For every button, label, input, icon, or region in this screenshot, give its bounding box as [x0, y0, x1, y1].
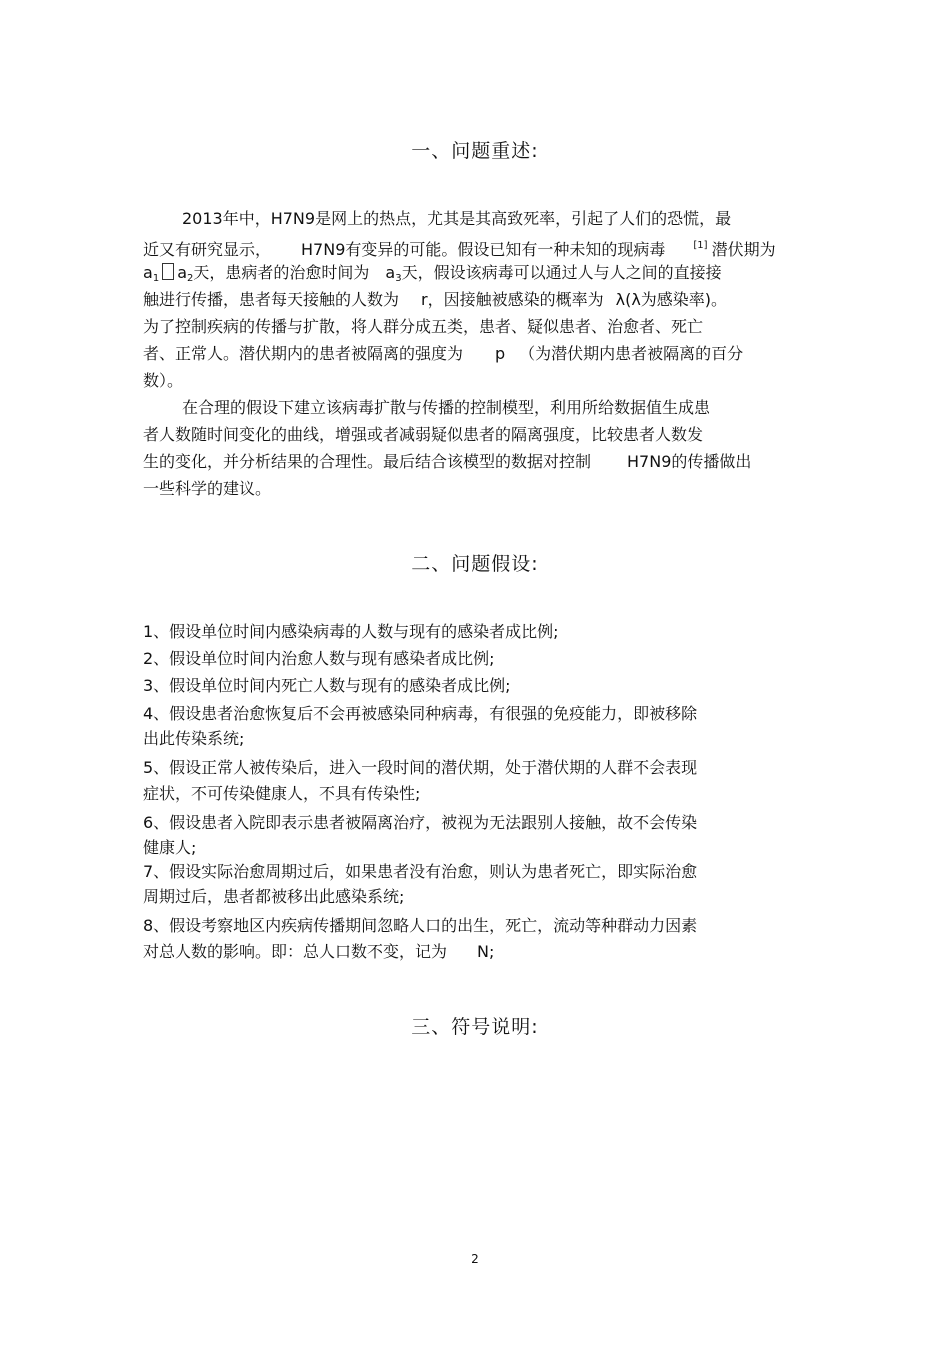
assumption-item: 1、假设单位时间内感染病毒的人数与现有的感染者成比例; [143, 622, 559, 641]
assumption-item: 2、假设单位时间内治愈人数与现有感染者成比例; [143, 649, 495, 668]
paragraph-line: 触进行传播，患者每天接触的人数为 r，因接触被感染的概率为 λ(λ为感染率)。 [143, 290, 728, 309]
assumption-item: 4、假设患者治愈恢复后不会再被感染同种病毒，有很强的免疫能力，即被移除 [143, 704, 698, 723]
math-var-n: N; [477, 942, 495, 961]
assumption-item-cont: 症状，不可传染健康人，不具有传染性; [143, 784, 421, 803]
math-var-a2: $a_2$ [177, 263, 194, 284]
missing-glyph-icon [162, 263, 174, 280]
assumption-item: 7、假设实际治愈周期过后，如果患者没有治愈，则认为患者死亡，即实际治愈 [143, 862, 698, 881]
assumption-item: 8、假设考察地区内疾病传播期间忽略人口的出生，死亡，流动等种群动力因素 [143, 916, 698, 935]
paragraph-line: 者人数随时间变化的曲线，增强或者减弱疑似患者的隔离强度，比较患者人数发 [143, 425, 704, 444]
math-var-r: r [421, 290, 428, 309]
paragraph-line: 一些科学的建议。 [143, 479, 272, 498]
paragraph-line: 近又有研究显示， H7N9有变异的可能。假设已知有一种未知的现病毒 [1] 潜伏期为 [143, 240, 776, 259]
math-var-a1: $a_1$ [143, 263, 160, 284]
math-var-p: p [495, 344, 506, 363]
assumption-item-cont: 周期过后，患者都被移出此感染系统; [143, 887, 405, 906]
assumption-item-cont: 对总人数的影响。即：总人口数不变，记为 N; [143, 942, 495, 961]
section-heading-restatement: 一、问题重述: [411, 140, 539, 162]
assumption-item: 6、假设患者入院即表示患者被隔离治疗，被视为无法跟别人接触，故不会传染 [143, 813, 698, 832]
section-heading-assumptions: 二、问题假设: [411, 553, 539, 575]
math-var-a3: $a_3$ [385, 263, 402, 284]
assumption-item: 3、假设单位时间内死亡人数与现有的感染者成比例; [143, 676, 511, 695]
assumption-item-cont: 出此传染系统; [143, 729, 245, 748]
paragraph-line: 生的变化，并分析结果的合理性。最后结合该模型的数据对控制 H7N9的传播做出 [143, 452, 752, 471]
paragraph-line: $a_1$ $a_2$天，患病者的治愈时间为 $a_3$天，假设该病毒可以通过人与人之间的直接接 [143, 263, 722, 284]
paragraph-line: 2013年中，H7N9是网上的热点，尤其是其高致死率，引起了人们的恐慌，最 [182, 209, 732, 228]
paragraph-line: 者、正常人。潜伏期内的患者被隔离的强度为 p （为潜伏期内患者被隔离的百分 [143, 344, 744, 363]
citation-ref: [1] [693, 240, 708, 251]
page-number: 2 [471, 1252, 479, 1266]
assumption-item: 5、假设正常人被传染后，进入一段时间的潜伏期，处于潜伏期的人群不会表现 [143, 758, 698, 777]
section-heading-symbols: 三、符号说明: [411, 1016, 539, 1038]
assumption-item-cont: 健康人; [143, 838, 197, 857]
paragraph-line: 在合理的假设下建立该病毒扩散与传播的控制模型，利用所给数据值生成患 [182, 398, 711, 417]
paragraph-line: 数）。 [143, 371, 184, 390]
paragraph-line: 为了控制疾病的传播与扩散，将人群分成五类，患者、疑似患者、治愈者、死亡 [143, 317, 704, 336]
